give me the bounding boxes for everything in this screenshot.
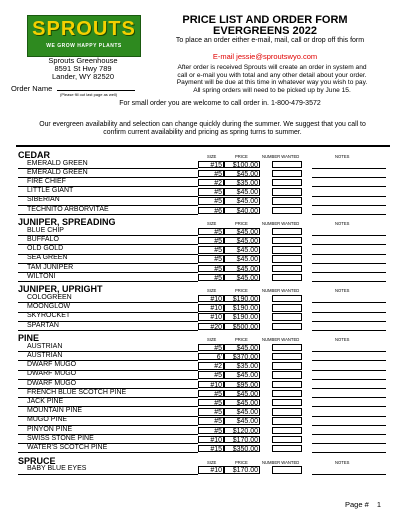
item-size: #10 — [198, 313, 224, 321]
item-size: #5 — [198, 399, 224, 407]
page-label: Page # — [345, 500, 369, 509]
order-name-field[interactable] — [57, 90, 135, 91]
item-price: $370.00 — [224, 353, 260, 361]
item-name: WILTONI — [27, 272, 56, 280]
item-name: MOONGLOW — [27, 303, 71, 311]
number-wanted-input[interactable] — [272, 344, 302, 352]
instruction-line: All spring orders will need to be picked up by June 15. — [193, 87, 351, 95]
section-title: PINE — [18, 333, 40, 344]
business-address: 8591 St Hwy 789 — [54, 64, 112, 73]
column-number-wanted-header: NUMBER WANTED — [262, 154, 300, 159]
notes-field[interactable] — [312, 330, 386, 331]
number-wanted-input[interactable] — [272, 323, 302, 331]
item-size: #5 — [198, 274, 224, 282]
page-number-value: 1 — [376, 500, 382, 509]
item-size: #5 — [198, 408, 224, 416]
item-price: $190.00 — [224, 295, 260, 303]
number-wanted-input[interactable] — [272, 255, 302, 263]
item-name: EMERALD GREEN — [27, 159, 88, 167]
number-wanted-input[interactable] — [272, 265, 302, 273]
notes-field[interactable] — [312, 425, 386, 426]
item-size: #2 — [198, 362, 224, 370]
number-wanted-input[interactable] — [272, 246, 302, 254]
instruction-line: call or e-mail you with total and any other detail about your order. — [177, 71, 367, 79]
notes-field[interactable] — [312, 281, 386, 282]
business-city: Lander, WY 82520 — [52, 72, 114, 81]
notes-field[interactable] — [312, 360, 386, 361]
section-title: CEDAR — [18, 150, 51, 160]
item-name: COLOGREEN — [27, 293, 72, 301]
item-size: #20 — [198, 323, 224, 331]
notes-field[interactable] — [312, 379, 386, 380]
column-size-header: SIZE — [207, 154, 217, 159]
notes-field[interactable] — [312, 474, 386, 475]
column-number-wanted-header: NUMBER WANTED — [262, 337, 300, 343]
notes-field[interactable] — [312, 214, 386, 215]
number-wanted-input[interactable] — [272, 427, 302, 435]
business-name: Sprouts Greenhouse — [48, 56, 118, 65]
item-size: #5 — [198, 188, 224, 196]
column-notes-header: NOTES — [335, 221, 350, 227]
item-size: #5 — [198, 417, 224, 425]
order-name-label: Order Name — [11, 84, 53, 93]
item-price: $170.00 — [224, 466, 260, 474]
notes-field[interactable] — [312, 370, 386, 371]
item-size: #15 — [198, 445, 224, 453]
notes-field[interactable] — [312, 272, 386, 273]
column-price-header: PRICE — [235, 459, 248, 465]
item-size: #5 — [198, 390, 224, 398]
item-size: 6' — [198, 353, 224, 361]
item-price: $100.00 — [224, 161, 260, 169]
column-size-header: SIZE — [207, 337, 217, 343]
number-wanted-input[interactable] — [272, 188, 302, 196]
item-price: $120.00 — [224, 427, 260, 435]
item-size: #10 — [198, 436, 224, 444]
column-size-header: SIZE — [207, 288, 217, 294]
item-name: SEA GREEN — [27, 254, 68, 262]
item-price: $170.00 — [224, 436, 260, 444]
sprouts-logo — [27, 15, 141, 57]
item-size: #5 — [198, 427, 224, 435]
item-size: #5 — [198, 237, 224, 245]
item-name: PINYON PINE — [27, 425, 73, 433]
notes-field[interactable] — [312, 254, 386, 255]
number-wanted-input[interactable] — [272, 381, 302, 389]
logo-tagline: WE GROW HAPPY PLANTS — [46, 43, 122, 49]
item-size: #5 — [198, 246, 224, 254]
item-price: $45.00 — [224, 408, 260, 416]
item-price: $45.00 — [224, 265, 260, 273]
notes-field[interactable] — [312, 244, 386, 245]
item-name: MOUNTAIN PINE — [27, 407, 83, 415]
notes-field[interactable] — [312, 416, 386, 417]
item-size: #5 — [198, 265, 224, 273]
item-name: JACK PINE — [27, 397, 64, 405]
number-wanted-input[interactable] — [272, 445, 302, 453]
small-order-note: For small order you are welcome to call order in. 1-800-479-3572 — [119, 100, 321, 107]
item-name: WATER'S SCOTCH PINE — [27, 443, 108, 451]
item-name: BABY BLUE EYES — [27, 465, 87, 473]
item-row-line — [18, 281, 198, 282]
number-wanted-input[interactable] — [272, 466, 302, 474]
item-size: #6 — [198, 207, 224, 215]
notes-field[interactable] — [312, 443, 386, 444]
notes-field[interactable] — [312, 351, 386, 352]
notes-field[interactable] — [312, 452, 386, 453]
number-wanted-input[interactable] — [272, 161, 302, 169]
item-name: SPARTAN — [27, 321, 59, 329]
item-price: $45.00 — [224, 246, 260, 254]
number-wanted-input[interactable] — [272, 313, 302, 321]
item-price: $45.00 — [224, 188, 260, 196]
email-contact[interactable]: E-mail jessie@sproutswyo.com — [212, 52, 318, 61]
item-price: $45.00 — [224, 371, 260, 379]
column-notes-header: NOTES — [335, 459, 350, 465]
number-wanted-input[interactable] — [272, 353, 302, 361]
column-price-header: PRICE — [235, 154, 248, 159]
item-price: $350.00 — [224, 445, 260, 453]
item-name: BLUE CHIP — [27, 226, 64, 234]
number-wanted-input[interactable] — [272, 197, 302, 205]
item-name: DWARF MUGO — [27, 361, 77, 369]
item-row-line — [18, 214, 198, 215]
column-notes-header: NOTES — [335, 288, 350, 294]
availability-notice-2: confirm current availability and pricing as spring turns to summer. — [103, 129, 302, 136]
number-wanted-input[interactable] — [272, 170, 302, 178]
section-title: JUNIPER, SPREADING — [18, 217, 116, 228]
item-price: $190.00 — [224, 304, 260, 312]
item-row-line — [18, 330, 198, 331]
notes-field[interactable] — [312, 321, 386, 322]
item-price: $35.00 — [224, 179, 260, 187]
item-size: #5 — [198, 371, 224, 379]
order-instructions — [147, 64, 397, 95]
number-wanted-input[interactable] — [272, 371, 302, 379]
availability-notice: Our evergreen availability and selection can change quickly during the summer. We suggest that you call to — [39, 121, 366, 128]
item-name: FRENCH BLUE SCOTCH PINE — [27, 388, 127, 396]
page-title: PRICE LIST AND ORDER FORM — [182, 14, 348, 26]
number-wanted-input[interactable] — [272, 179, 302, 187]
item-size: #10 — [198, 295, 224, 303]
number-wanted-input[interactable] — [272, 362, 302, 370]
instruction-line: Payment will be due at this time in whatever way you wish to pay. — [176, 79, 368, 87]
column-price-header: PRICE — [235, 288, 248, 294]
number-wanted-input[interactable] — [272, 304, 302, 312]
item-size: #5 — [198, 344, 224, 352]
item-price: $45.00 — [224, 237, 260, 245]
item-name: AUSTRIAN — [27, 351, 63, 359]
column-number-wanted-header: NUMBER WANTED — [262, 288, 300, 294]
item-size: #5 — [198, 228, 224, 236]
notes-field[interactable] — [312, 434, 386, 435]
notes-field[interactable] — [312, 312, 386, 313]
notes-field[interactable] — [312, 177, 386, 178]
notes-field[interactable] — [312, 235, 386, 236]
column-notes-header: NOTES — [335, 154, 350, 159]
column-notes-header: NOTES — [335, 337, 350, 343]
item-size: #15 — [198, 161, 224, 169]
number-wanted-input[interactable] — [272, 295, 302, 303]
item-size: #2 — [198, 179, 224, 187]
notes-field[interactable] — [312, 406, 386, 407]
item-size: #10 — [198, 466, 224, 474]
notes-field[interactable] — [312, 186, 386, 187]
number-wanted-input[interactable] — [272, 237, 302, 245]
column-size-header: SIZE — [207, 459, 217, 465]
section-title: SPRUCE — [18, 455, 56, 466]
item-size: #10 — [198, 381, 224, 389]
item-name: DWARF MUGO — [27, 379, 77, 387]
item-price: $45.00 — [224, 170, 260, 178]
column-size-header: SIZE — [207, 221, 217, 227]
item-price: $500.00 — [224, 323, 260, 331]
item-name: SKYROCKET — [27, 312, 71, 320]
section-title: JUNIPER, UPRIGHT — [18, 284, 103, 295]
item-name: SWISS STONE PINE — [27, 434, 94, 442]
column-number-wanted-header: NUMBER WANTED — [262, 459, 300, 465]
notes-field[interactable] — [312, 388, 386, 389]
item-name: EMERALD GREEN — [27, 168, 88, 176]
number-wanted-input[interactable] — [272, 417, 302, 425]
item-price: $45.00 — [224, 197, 260, 205]
item-price: $45.00 — [224, 255, 260, 263]
number-wanted-input[interactable] — [272, 399, 302, 407]
number-wanted-input[interactable] — [272, 207, 302, 215]
item-name: TECHNITO ARBORVITAE — [27, 205, 109, 213]
item-name: FIRE CHIEF — [27, 177, 66, 185]
instruction-line: After order is received Sprouts will create an order in system and — [177, 64, 367, 71]
item-name: AUSTRIAN — [27, 342, 63, 350]
column-price-header: PRICE — [235, 221, 248, 227]
item-name: OLD GOLD — [27, 245, 64, 253]
item-name: LITTLE GIANT — [27, 187, 74, 195]
page-subtitle: EVERGREENS 2022 — [213, 25, 317, 37]
item-price: $35.00 — [224, 362, 260, 370]
item-price: $45.00 — [224, 344, 260, 352]
number-wanted-input[interactable] — [272, 228, 302, 236]
page-number — [345, 500, 381, 509]
item-size: #10 — [198, 304, 224, 312]
item-name: DWARF MUGO — [27, 370, 77, 378]
notes-field[interactable] — [312, 205, 386, 206]
item-price: $45.00 — [224, 228, 260, 236]
logo-text: SPROUTS — [32, 18, 136, 40]
column-price-header: PRICE — [235, 337, 248, 343]
notes-field[interactable] — [312, 168, 386, 169]
item-price: $40.00 — [224, 207, 260, 215]
number-wanted-input[interactable] — [272, 274, 302, 282]
column-number-wanted-header: NUMBER WANTED — [262, 221, 300, 227]
notes-field[interactable] — [312, 397, 386, 398]
item-name: BUFFALO — [27, 235, 59, 243]
item-price: $95.00 — [224, 381, 260, 389]
item-row-line — [18, 452, 198, 453]
number-wanted-input[interactable] — [272, 408, 302, 416]
notes-field[interactable] — [312, 263, 386, 264]
order-name-hint: (Please fill out last page as well) — [60, 92, 118, 97]
item-price: $45.00 — [224, 399, 260, 407]
item-name: TAM JUNIPER — [27, 263, 74, 271]
item-size: #5 — [198, 255, 224, 263]
item-size: #5 — [198, 197, 224, 205]
divider — [16, 145, 390, 147]
item-name: SIBERIAN — [27, 196, 60, 204]
number-wanted-input[interactable] — [272, 436, 302, 444]
notes-field[interactable] — [312, 196, 386, 197]
item-price: $45.00 — [224, 274, 260, 282]
item-name: MUGO PINE — [27, 416, 68, 424]
order-method-text: To place an order either e-mail, mail, call or drop off this form — [175, 37, 365, 44]
item-row-line — [18, 474, 198, 475]
item-price: $45.00 — [224, 390, 260, 398]
item-size: #5 — [198, 170, 224, 178]
item-price: $190.00 — [224, 313, 260, 321]
item-price: $45.00 — [224, 417, 260, 425]
number-wanted-input[interactable] — [272, 390, 302, 398]
notes-field[interactable] — [312, 302, 386, 303]
